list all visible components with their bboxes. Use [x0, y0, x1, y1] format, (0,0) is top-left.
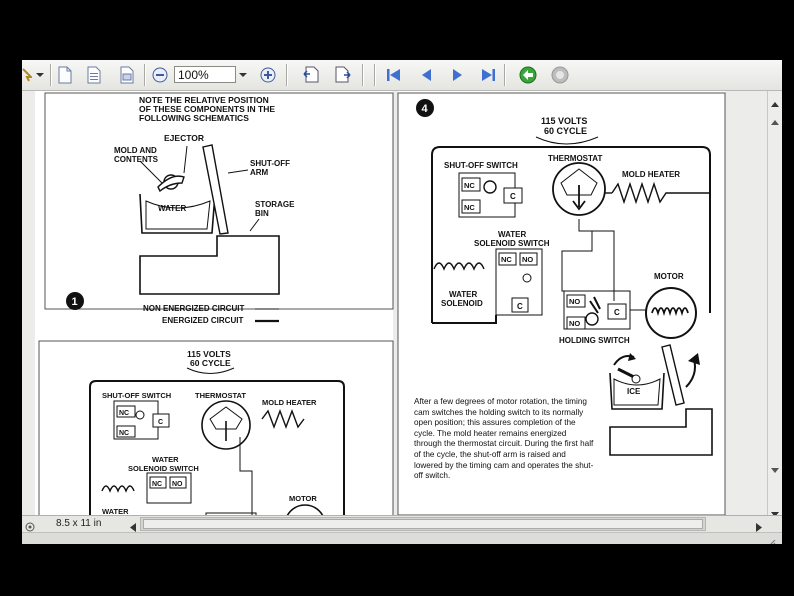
horizontal-scrollbar-track[interactable] — [140, 517, 706, 531]
shutoff-arm-label-1: SHUT-OFF — [250, 159, 290, 168]
scroll-up-icon[interactable] — [771, 95, 779, 113]
svg-text:NC: NC — [119, 410, 130, 417]
shutoff-arm-label-2: ARM — [250, 168, 269, 177]
p3-mold-heater: MOLD HEATER — [262, 398, 317, 407]
svg-text:NO: NO — [172, 481, 183, 488]
p3-cycle: 60 CYCLE — [190, 358, 231, 368]
svg-text:NO: NO — [569, 297, 581, 306]
schematic-pages — [22, 91, 767, 515]
note-line-3: FOLLOWING SCHEMATICS — [139, 113, 249, 123]
svg-text:NO: NO — [522, 255, 534, 264]
mold-contents-label-2: CONTENTS — [114, 155, 158, 164]
p4-volts: 115 VOLTS — [541, 116, 588, 126]
svg-text:1: 1 — [71, 296, 78, 308]
p4-shutoff-switch: SHUT-OFF SWITCH — [444, 161, 518, 170]
svg-text:4: 4 — [421, 103, 428, 115]
water-label: WATER — [158, 204, 187, 213]
svg-text:NC: NC — [152, 481, 163, 488]
svg-text:NC: NC — [501, 255, 512, 264]
p4-thermostat: THERMOSTAT — [548, 154, 603, 163]
zoom-input[interactable]: 100% — [174, 66, 236, 83]
mold-contents-label-1: MOLD AND — [114, 146, 157, 155]
scroll-up-icon-2[interactable] — [771, 113, 779, 131]
zoom-out-icon[interactable] — [150, 65, 170, 85]
p3-shutoff-switch: SHUT-OFF SWITCH — [102, 391, 172, 400]
p4-solenoid-switch: SOLENOID SWITCH — [474, 239, 550, 248]
scroll-down-icon-2[interactable] — [771, 461, 779, 479]
arrow-tool-icon[interactable] — [22, 65, 32, 85]
page-three-icon[interactable] — [118, 65, 138, 85]
p4-motor: MOTOR — [654, 272, 684, 281]
zoom-in-icon[interactable] — [258, 65, 278, 85]
zoom-dropdown-icon[interactable] — [236, 65, 250, 85]
legend-energized: ENERGIZED CIRCUIT — [162, 316, 244, 325]
svg-text:NO: NO — [569, 319, 581, 328]
status-bar — [22, 515, 782, 533]
page-icon[interactable] — [55, 65, 75, 85]
previous-page-icon[interactable] — [416, 65, 436, 85]
note-line-1: NOTE THE RELATIVE POSITION — [139, 95, 269, 105]
svg-text:NC: NC — [464, 181, 475, 190]
last-page-icon[interactable] — [478, 65, 498, 85]
svg-text:C: C — [510, 192, 516, 201]
vertical-scrollbar[interactable] — [767, 91, 782, 515]
p3-motor: MOTOR — [289, 494, 317, 503]
p3-thermostat: THERMOSTAT — [195, 391, 246, 400]
fit-width-icon[interactable] — [332, 65, 352, 85]
go-forward-icon[interactable] — [550, 65, 570, 85]
fit-page-icon[interactable] — [302, 65, 322, 85]
storage-bin-label-1: STORAGE — [255, 200, 295, 209]
first-page-icon[interactable] — [384, 65, 404, 85]
ejector-label: EJECTOR — [164, 133, 204, 143]
bottom-strip — [22, 532, 782, 544]
page-two-icon[interactable] — [85, 65, 105, 85]
svg-text:NC: NC — [119, 430, 130, 437]
p3-water-solenoid: WATER — [102, 507, 129, 515]
note-line-2: OF THESE COMPONENTS IN THE — [139, 104, 276, 114]
p4-water-solenoid-2: SOLENOID — [441, 299, 483, 308]
toolbar — [22, 60, 782, 91]
svg-text:C: C — [158, 419, 164, 426]
svg-text:NC: NC — [464, 203, 475, 212]
horizontal-scrollbar-thumb[interactable] — [143, 519, 703, 529]
p4-cycle: 60 CYCLE — [544, 126, 588, 136]
p4-water-solenoid-1: WATER — [449, 290, 478, 299]
svg-text:C: C — [614, 308, 620, 317]
p3-volts: 115 VOLTS — [187, 349, 231, 359]
legend-non-energized: NON ENERGIZED CIRCUIT — [143, 304, 245, 313]
p4-water-1: WATER — [498, 230, 527, 239]
p4-holding-switch: HOLDING SWITCH — [559, 336, 630, 345]
page-size-label: 8.5 x 11 in — [56, 518, 102, 529]
p3-solenoid-switch: SOLENOID SWITCH — [128, 464, 199, 473]
pdf-viewer-window — [22, 60, 782, 544]
p3-water-1: WATER — [152, 455, 179, 464]
p4-mold-heater: MOLD HEATER — [622, 170, 681, 179]
svg-text:C: C — [517, 302, 523, 311]
document-view[interactable] — [22, 91, 767, 515]
storage-bin-label-2: BIN — [255, 209, 269, 218]
p4-ice: ICE — [627, 387, 641, 396]
next-page-icon[interactable] — [448, 65, 468, 85]
go-back-icon[interactable] — [518, 65, 538, 85]
panel-4-caption: After a few degrees of motor rotation, the timing cam switches the holding switch to its normally open position; this assures completion of the cycle. The mold heater remains energized through the thermostat circuit. During the first half of the cycle, the shut-off arm is raised and lowered by the timing cam and operates the shut-off switch. — [414, 397, 594, 481]
dropdown-arrow-icon[interactable] — [34, 65, 46, 85]
resize-handle-icon[interactable] — [768, 535, 776, 544]
